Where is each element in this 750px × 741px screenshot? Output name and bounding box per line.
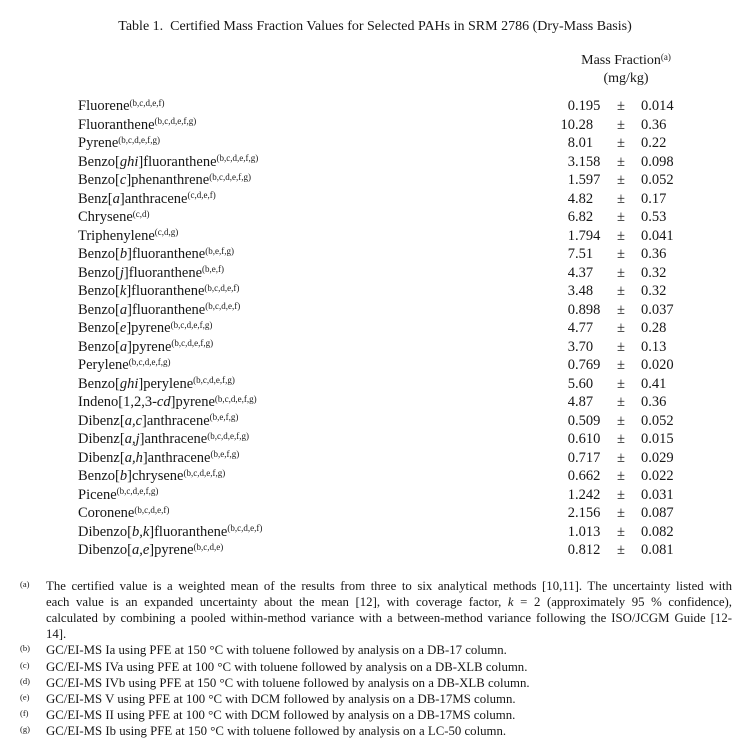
- mass-fraction-value-int: 6: [567, 209, 575, 225]
- plus-minus-sign: ±: [617, 431, 625, 447]
- plus-minus-sign: ±: [617, 338, 625, 355]
- table-row: [0, 468, 750, 487]
- footnote-text: GC/EI-MS V using PFE at 100 °C with DCM followed by analysis on a DB-17MS column.: [46, 691, 516, 706]
- compound-name-text: Benzo[ghi]perylene: [78, 375, 194, 392]
- mass-fraction-value-int: 0: [567, 542, 575, 558]
- compound-footnote-refs: (b,c,d,e,f): [227, 523, 263, 533]
- uncertainty-value: 0.28: [641, 320, 667, 336]
- plus-minus-sign: ±: [617, 153, 625, 170]
- compound-name: [78, 135, 539, 152]
- compound-name-text: Indeno[1,2,3-cd]pyrene: [78, 394, 215, 410]
- uncertainty-value: 0.17: [641, 190, 667, 207]
- compound-name: [78, 302, 539, 319]
- column-header: [545, 52, 707, 88]
- compound-footnote-refs: (b,c,d,e,f,g): [183, 468, 226, 478]
- uncertainty-value: 0.32: [641, 283, 667, 299]
- compound-name-text: Benzo[a]pyrene: [78, 338, 172, 355]
- plus-minus-sign: ±: [617, 394, 625, 410]
- table-row: [0, 283, 750, 302]
- compound-name-text: Chrysene: [78, 209, 133, 225]
- mass-fraction-value-int: 3: [567, 153, 575, 170]
- mass-fraction-value-int: 4: [567, 320, 575, 336]
- compound-name-text: Benzo[b]chrysene: [78, 468, 184, 484]
- compound-name-text: Coronene: [78, 505, 135, 521]
- table-row: [0, 376, 750, 395]
- table-row: [0, 228, 750, 247]
- uncertainty-value: 0.22: [641, 135, 667, 151]
- plus-minus-sign: ±: [617, 449, 625, 466]
- compound-footnote-refs: (b,c,d,e,f,g): [214, 394, 257, 404]
- compound-name: [78, 450, 539, 467]
- compound-name-text: Fluoranthene: [78, 116, 155, 133]
- plus-minus-sign: ±: [617, 357, 625, 373]
- plus-minus-sign: ±: [617, 116, 625, 133]
- plus-minus-sign: ±: [617, 283, 625, 299]
- compound-footnote-refs: (b,c,d,e,f,g): [216, 153, 259, 163]
- uncertainty-value: 0.36: [641, 116, 667, 133]
- table-row: [0, 413, 750, 432]
- mass-fraction-value-frac: .242: [575, 486, 601, 503]
- mass-fraction-value-int: 0: [567, 357, 575, 373]
- footnote-marker: (f): [20, 708, 29, 719]
- compound-name-text: Benzo[e]pyrene: [78, 320, 171, 336]
- table-row: [0, 117, 750, 136]
- mass-fraction-value-frac: .60: [575, 375, 594, 392]
- compound-name: [78, 98, 539, 115]
- compound-footnote-refs: (b,c,d,e): [193, 542, 224, 552]
- table-row: [0, 135, 750, 154]
- mass-fraction-value-int: 5: [567, 375, 575, 392]
- compound-name: [78, 394, 539, 411]
- mass-fraction-value-frac: .87: [575, 394, 594, 410]
- mass-fraction-value-frac: .28: [575, 116, 594, 133]
- compound-name-text: Pyrene: [78, 135, 119, 151]
- mass-fraction-value-frac: .156: [575, 505, 601, 521]
- compound-name: [78, 228, 539, 245]
- mass-fraction-value-int: 4: [567, 394, 575, 410]
- uncertainty-value: 0.031: [641, 486, 674, 503]
- compound-footnote-refs: (b,c,d,e,f,g): [170, 320, 213, 330]
- compound-footnote-refs: (b,e,f,g): [209, 412, 239, 422]
- compound-footnote-refs: (b,c,d,e,f): [205, 301, 241, 311]
- table-title: Table 1. Certified Mass Fraction Values for Selected PAHs in SRM 2786 (Dry-Mass Basis): [118, 19, 632, 34]
- footnote-ref-a: (a): [660, 51, 671, 62]
- mass-fraction-value-frac: .01: [575, 135, 594, 151]
- compound-footnote-refs: (b,e,f,g): [205, 246, 234, 256]
- uncertainty-value: 0.082: [641, 523, 674, 540]
- mass-fraction-value-frac: .597: [575, 172, 601, 188]
- mass-fraction-value-int: 1: [567, 172, 575, 188]
- compound-footnote-refs: (b,c,d,e,f): [129, 98, 165, 108]
- footnote-text: The certified value is a weighted mean of the results from three to six analytical methods [10,11]. The uncertainty listed with each value is an expanded uncertainty about the mean [12], with coverage factor, k = 2 (approximately 95 % confidence), calculated by combining a pooled within-method variance with a between-method variance following the ISO/JCGM Guide [12-14].: [46, 578, 732, 642]
- table-row: [0, 246, 750, 265]
- table-row: [0, 339, 750, 358]
- compound-name-text: Picene: [78, 486, 117, 503]
- footnote: [0, 659, 750, 675]
- compound-name: [78, 542, 539, 559]
- mass-fraction-value-frac: .717: [575, 449, 601, 466]
- mass-fraction-value-int: 0: [567, 301, 575, 318]
- compound-footnote-refs: (b,c,d,e,f,g): [116, 486, 159, 496]
- mass-fraction-value-frac: .195: [575, 98, 601, 114]
- mass-fraction-value-int: 0: [567, 98, 575, 114]
- plus-minus-sign: ±: [617, 523, 625, 540]
- uncertainty-value: 0.037: [641, 301, 674, 318]
- footnote-text: GC/EI-MS II using PFE at 100 °C with DCM followed by analysis on a DB-17MS column.: [46, 708, 516, 723]
- compound-name: [78, 209, 539, 226]
- compound-name-text: Benz[a]anthracene: [78, 190, 188, 207]
- footnote: [0, 675, 750, 691]
- table-row: [0, 450, 750, 469]
- table-row: [0, 320, 750, 339]
- compound-footnote-refs: (b,c,d,e,f,g): [193, 375, 235, 385]
- mass-fraction-value-frac: .77: [575, 320, 594, 336]
- mass-fraction-value-int: 2: [567, 505, 575, 521]
- table-row: [0, 487, 750, 506]
- uncertainty-value: 0.041: [641, 227, 674, 244]
- uncertainty-value: 0.052: [641, 412, 674, 429]
- compound-name-text: Benzo[a]fluoranthene: [78, 301, 206, 318]
- footnote: [0, 642, 750, 658]
- table-row: [0, 394, 750, 413]
- compound-footnote-refs: (b,c,d,e,f,g): [171, 338, 214, 348]
- compound-name: [78, 320, 539, 337]
- uncertainty-value: 0.32: [641, 264, 667, 281]
- footnote-text: GC/EI-MS Ib using PFE at 150 °C with toluene followed by analysis on a LC-50 column.: [46, 724, 507, 739]
- footnotes-section: [0, 578, 750, 740]
- compound-name-text: Benzo[b]fluoranthene: [78, 246, 206, 262]
- mass-fraction-value-int: 0: [567, 468, 575, 484]
- mass-fraction-value-int: 1: [567, 227, 575, 244]
- mass-fraction-value-frac: .82: [575, 190, 594, 207]
- column-header-label: [545, 52, 707, 70]
- uncertainty-value: 0.014: [641, 98, 674, 114]
- plus-minus-sign: ±: [617, 301, 625, 318]
- plus-minus-sign: ±: [617, 209, 625, 225]
- mass-fraction-value-int: 0: [567, 449, 575, 466]
- compound-name: [78, 339, 539, 356]
- uncertainty-value: 0.029: [641, 449, 674, 466]
- mass-fraction-value-frac: .769: [575, 357, 601, 373]
- compound-footnote-refs: (b,e,f,g): [210, 449, 240, 459]
- plus-minus-sign: ±: [617, 375, 625, 392]
- mass-fraction-value-frac: .70: [575, 338, 594, 355]
- compound-footnote-refs: (b,c,d,e,f,g): [128, 357, 171, 367]
- mass-fraction-value-frac: .509: [575, 412, 601, 429]
- table-row: [0, 265, 750, 284]
- compound-footnote-refs: (b,c,d,e,f,g): [209, 172, 251, 182]
- mass-fraction-value-frac: .013: [575, 523, 601, 540]
- mass-fraction-value-frac: .37: [575, 264, 594, 281]
- compound-name-text: Dibenz[a,h]anthracene: [78, 449, 211, 466]
- compound-name: [78, 283, 539, 300]
- compound-name: [78, 154, 539, 171]
- compound-name-text: Dibenzo[b,k]fluoranthene: [78, 523, 228, 540]
- mass-fraction-value-int: 8: [567, 135, 575, 151]
- compound-name: [78, 246, 539, 263]
- compound-footnote-refs: (b,c,d,e,f): [204, 283, 240, 293]
- compound-footnote-refs: (c,d,e,f): [187, 190, 216, 200]
- footnote-marker: (g): [20, 724, 30, 735]
- mass-fraction-value-frac: .51: [575, 246, 594, 262]
- mass-fraction-value-frac: .158: [575, 153, 601, 170]
- mass-fraction-value-int: 10: [560, 116, 575, 133]
- mass-fraction-value-frac: .610: [575, 431, 601, 447]
- mass-fraction-value-int: 4: [567, 190, 575, 207]
- plus-minus-sign: ±: [617, 542, 625, 558]
- compound-name: [78, 524, 539, 541]
- compound-name-text: Benzo[k]fluoranthene: [78, 283, 205, 299]
- table-row: [0, 357, 750, 376]
- column-header-label-text: Mass Fraction: [581, 53, 661, 68]
- compound-name: [78, 357, 539, 374]
- mass-fraction-value-int: 0: [567, 412, 575, 429]
- uncertainty-value: 0.020: [641, 357, 674, 373]
- table-row: [0, 154, 750, 173]
- plus-minus-sign: ±: [617, 227, 625, 244]
- compound-name: [78, 191, 539, 208]
- footnote: [0, 723, 750, 739]
- compound-name-text: Dibenz[a,c]anthracene: [78, 412, 210, 429]
- uncertainty-value: 0.015: [641, 431, 674, 447]
- mass-fraction-value-int: 4: [567, 264, 575, 281]
- mass-fraction-value-int: 1: [567, 486, 575, 503]
- uncertainty-value: 0.13: [641, 338, 667, 355]
- compound-footnote-refs: (c,d): [132, 209, 150, 219]
- plus-minus-sign: ±: [617, 505, 625, 521]
- compound-name: [78, 505, 539, 522]
- plus-minus-sign: ±: [617, 135, 625, 151]
- compound-footnote-refs: (b,c,d,e,f,g): [207, 431, 249, 441]
- footnote: [0, 691, 750, 707]
- footnote-marker: (a): [20, 578, 30, 589]
- compound-name: [78, 468, 539, 485]
- plus-minus-sign: ±: [617, 246, 625, 262]
- compound-name: [78, 431, 539, 448]
- uncertainty-value: 0.081: [641, 542, 674, 558]
- table-row: [0, 505, 750, 524]
- mass-fraction-value-int: 7: [567, 246, 575, 262]
- mass-fraction-value-frac: .662: [575, 468, 601, 484]
- table-row: [0, 191, 750, 210]
- compound-name-text: Triphenylene: [78, 227, 155, 244]
- compound-footnote-refs: (b,c,d,e,f,g): [118, 135, 160, 145]
- mass-fraction-value-frac: .48: [575, 283, 594, 299]
- compound-name-text: Dibenzo[a,e]pyrene: [78, 542, 194, 558]
- compound-name: [78, 265, 539, 282]
- mass-fraction-value-frac: .794: [575, 227, 601, 244]
- plus-minus-sign: ±: [617, 172, 625, 188]
- mass-fraction-value-int: 0: [567, 431, 575, 447]
- compound-name-text: Benzo[j]fluoranthene: [78, 264, 203, 281]
- table-row: [0, 302, 750, 321]
- compound-footnote-refs: (c,d,g): [154, 227, 179, 237]
- plus-minus-sign: ±: [617, 190, 625, 207]
- mass-fraction-value-int: 3: [567, 283, 575, 299]
- footnote-marker: (b): [20, 643, 30, 654]
- mass-fraction-value-int: 3: [567, 338, 575, 355]
- compound-footnote-refs: (b,c,d,e,f,g): [154, 116, 197, 126]
- footnote-text: GC/EI-MS Ia using PFE at 150 °C with toluene followed by analysis on a DB-17 column.: [46, 643, 507, 658]
- table-row: [0, 431, 750, 450]
- footnote-marker: (e): [20, 691, 30, 702]
- table-row: [0, 98, 750, 117]
- compound-name: [78, 172, 539, 189]
- plus-minus-sign: ±: [617, 98, 625, 114]
- uncertainty-value: 0.53: [641, 209, 667, 225]
- compound-name: [78, 117, 539, 134]
- table-row: [0, 209, 750, 228]
- compound-name-text: Benzo[ghi]fluoranthene: [78, 153, 217, 170]
- footnote: [0, 578, 750, 643]
- plus-minus-sign: ±: [617, 468, 625, 484]
- compound-name-text: Dibenz[a,j]anthracene: [78, 431, 208, 447]
- plus-minus-sign: ±: [617, 486, 625, 503]
- plus-minus-sign: ±: [617, 264, 625, 281]
- compound-name: [78, 413, 539, 430]
- footnote-marker: (c): [20, 659, 30, 670]
- uncertainty-value: 0.098: [641, 153, 674, 170]
- compound-name-text: Perylene: [78, 357, 129, 373]
- footnote: [0, 707, 750, 723]
- footnote-text: GC/EI-MS IVb using PFE at 150 °C with toluene followed by analysis on a DB-XLB column.: [46, 675, 530, 690]
- uncertainty-value: 0.36: [641, 246, 667, 262]
- uncertainty-value: 0.41: [641, 375, 667, 392]
- table-row: [0, 524, 750, 543]
- uncertainty-value: 0.36: [641, 394, 667, 410]
- footnote-text: GC/EI-MS IVa using PFE at 100 °C with toluene followed by analysis on a DB-XLB column.: [46, 659, 528, 674]
- compound-name-text: Fluorene: [78, 98, 130, 114]
- footnote-marker: (d): [20, 675, 30, 686]
- column-header-unit: (mg/kg): [603, 71, 649, 86]
- plus-minus-sign: ±: [617, 412, 625, 429]
- table-row: [0, 172, 750, 191]
- mass-fraction-value-frac: .812: [575, 542, 601, 558]
- uncertainty-value: 0.052: [641, 172, 674, 188]
- mass-fraction-value-frac: .898: [575, 301, 601, 318]
- compound-name: [78, 487, 539, 504]
- compound-footnote-refs: (b,e,f): [202, 264, 225, 274]
- uncertainty-value: 0.087: [641, 505, 674, 521]
- plus-minus-sign: ±: [617, 320, 625, 336]
- mass-fraction-value-frac: .82: [575, 209, 594, 225]
- compound-footnote-refs: (b,c,d,e,f): [134, 505, 170, 515]
- table-row: [0, 542, 750, 561]
- mass-fraction-value-int: 1: [567, 523, 575, 540]
- compound-name: [78, 376, 539, 393]
- pah-table: [0, 98, 750, 561]
- uncertainty-value: 0.022: [641, 468, 674, 484]
- compound-name-text: Benzo[c]phenanthrene: [78, 172, 210, 188]
